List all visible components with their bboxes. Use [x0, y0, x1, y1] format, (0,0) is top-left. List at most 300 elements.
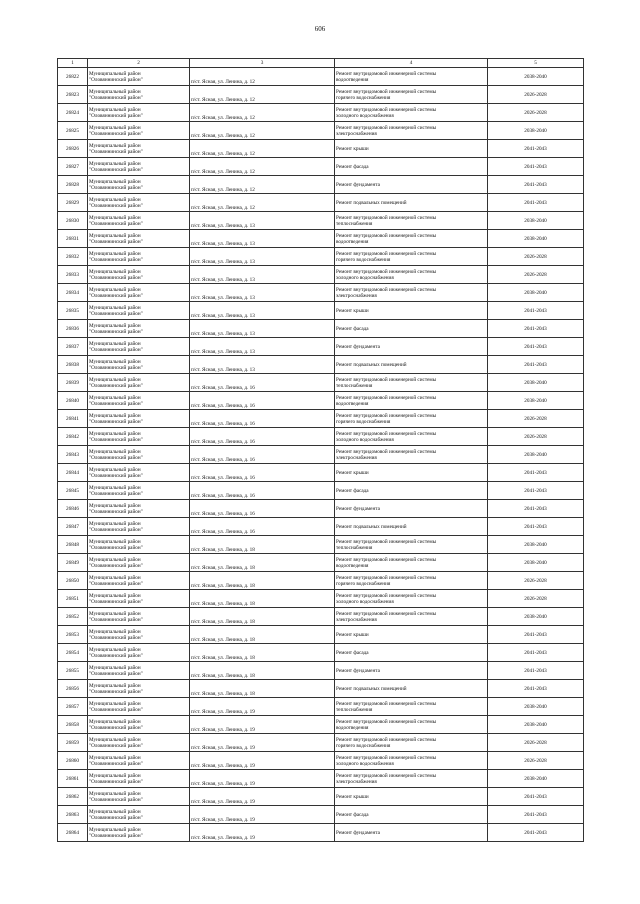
work-type-line-2: холодного водоснабжения — [336, 112, 394, 119]
municipality-line-2: "Оловяннинский район" — [89, 634, 143, 641]
table-row — [58, 446, 584, 464]
work-type-cell — [335, 86, 488, 104]
municipality-line-2: "Оловяннинский район" — [89, 652, 143, 659]
municipality-line-1: Муниципальный район — [89, 106, 141, 113]
municipality-line-1: Муниципальный район — [89, 592, 141, 599]
row-number: 26860 — [58, 752, 88, 770]
work-type-line-1: Ремонт внутридомовой инженерной системы — [336, 736, 437, 743]
work-type-line-1: Ремонт внутридомовой инженерной системы — [336, 772, 437, 779]
work-type-cell — [335, 284, 488, 302]
work-type-cell — [335, 212, 488, 230]
period-cell: 2038-2040 — [488, 212, 584, 230]
work-type-line-1: Ремонт фундамента — [336, 829, 380, 836]
address-cell: п/ст. Ясная, ул. Ленина, д. 18 — [190, 572, 335, 590]
municipality-line-1: Муниципальный район — [89, 358, 141, 365]
work-type-cell — [335, 194, 488, 212]
municipality-line-2: "Оловяннинский район" — [89, 724, 143, 731]
row-number: 26859 — [58, 734, 88, 752]
row-number: 26836 — [58, 320, 88, 338]
work-type-cell — [335, 140, 488, 158]
work-type-cell — [335, 644, 488, 662]
period-cell: 2026-2028 — [488, 104, 584, 122]
work-type-line-1: Ремонт крыши — [336, 793, 369, 800]
work-type-line-1: Ремонт внутридомовой инженерной системы — [336, 556, 437, 563]
municipality-line-1: Муниципальный район — [89, 736, 141, 743]
municipality-cell — [88, 806, 190, 824]
municipality-cell — [88, 500, 190, 518]
row-number: 26844 — [58, 464, 88, 482]
period-cell: 2038-2040 — [488, 374, 584, 392]
work-type-cell — [335, 806, 488, 824]
municipality-line-1: Муниципальный район — [89, 466, 141, 473]
table-row — [58, 194, 584, 212]
row-number: 26864 — [58, 824, 88, 842]
work-type-line-1: Ремонт крыши — [336, 631, 369, 638]
table-row — [58, 266, 584, 284]
work-type-cell — [335, 428, 488, 446]
period-cell: 2026-2028 — [488, 752, 584, 770]
table-row — [58, 212, 584, 230]
municipality-line-1: Муниципальный район — [89, 646, 141, 653]
row-number: 26851 — [58, 590, 88, 608]
municipality-line-2: "Оловяннинский район" — [89, 130, 143, 137]
municipality-cell — [88, 572, 190, 590]
municipality-cell — [88, 446, 190, 464]
municipality-cell — [88, 392, 190, 410]
address-cell: п/ст. Ясная, ул. Ленина, д. 19 — [190, 716, 335, 734]
municipality-cell — [88, 140, 190, 158]
work-type-line-1: Ремонт крыши — [336, 307, 369, 314]
address-cell: п/ст. Ясная, ул. Ленина, д. 18 — [190, 590, 335, 608]
table-row — [58, 410, 584, 428]
address-cell: п/ст. Ясная, ул. Ленина, д. 13 — [190, 284, 335, 302]
municipality-cell — [88, 518, 190, 536]
row-number: 26852 — [58, 608, 88, 626]
municipality-cell — [88, 194, 190, 212]
period-cell: 2041-2043 — [488, 158, 584, 176]
row-number: 26855 — [58, 662, 88, 680]
header-col-3: 3 — [190, 59, 335, 68]
municipality-cell — [88, 86, 190, 104]
municipality-line-2: "Оловяннинский район" — [89, 670, 143, 677]
municipality-line-2: "Оловяннинский район" — [89, 616, 143, 623]
municipality-line-2: "Оловяннинский район" — [89, 796, 143, 803]
table-row — [58, 338, 584, 356]
work-type-line-2: холодного водоснабжения — [336, 436, 394, 443]
period-cell: 2038-2040 — [488, 716, 584, 734]
work-type-line-2: электроснабжения — [336, 616, 377, 623]
header-row — [58, 59, 584, 68]
address-cell: п/ст. Ясная, ул. Ленина, д. 19 — [190, 824, 335, 842]
work-type-line-1: Ремонт внутридомовой инженерной системы — [336, 430, 437, 437]
work-type-line-2: водоотведения — [336, 400, 369, 407]
address-cell: п/ст. Ясная, ул. Ленина, д. 12 — [190, 140, 335, 158]
municipality-cell — [88, 770, 190, 788]
municipality-line-2: "Оловяннинский район" — [89, 256, 143, 263]
work-type-line-2: водоотведения — [336, 76, 369, 83]
municipality-cell — [88, 698, 190, 716]
work-type-cell — [335, 536, 488, 554]
repair-schedule-table — [57, 58, 584, 842]
address-cell: п/ст. Ясная, ул. Ленина, д. 13 — [190, 230, 335, 248]
municipality-line-1: Муниципальный район — [89, 664, 141, 671]
table-row — [58, 536, 584, 554]
municipality-line-1: Муниципальный район — [89, 808, 141, 815]
period-cell: 2041-2043 — [488, 302, 584, 320]
table-row — [58, 320, 584, 338]
municipality-line-1: Муниципальный район — [89, 430, 141, 437]
municipality-cell — [88, 680, 190, 698]
table-row — [58, 230, 584, 248]
municipality-cell — [88, 104, 190, 122]
table-row — [58, 752, 584, 770]
municipality-line-1: Муниципальный район — [89, 412, 141, 419]
table-row — [58, 356, 584, 374]
table-row — [58, 68, 584, 86]
work-type-line-1: Ремонт внутридомовой инженерной системы — [336, 214, 437, 221]
work-type-line-1: Ремонт внутридомовой инженерной системы — [336, 700, 437, 707]
municipality-line-1: Муниципальный район — [89, 394, 141, 401]
work-type-cell — [335, 716, 488, 734]
row-number: 26863 — [58, 806, 88, 824]
table-row — [58, 716, 584, 734]
municipality-line-2: "Оловяннинский район" — [89, 418, 143, 425]
municipality-cell — [88, 788, 190, 806]
municipality-line-1: Муниципальный район — [89, 340, 141, 347]
municipality-line-1: Муниципальный район — [89, 610, 141, 617]
table-row — [58, 86, 584, 104]
address-cell: п/ст. Ясная, ул. Ленина, д. 18 — [190, 680, 335, 698]
table-row — [58, 140, 584, 158]
period-cell: 2038-2040 — [488, 284, 584, 302]
table-row — [58, 428, 584, 446]
municipality-line-1: Муниципальный район — [89, 322, 141, 329]
period-cell: 2038-2040 — [488, 698, 584, 716]
work-type-cell — [335, 446, 488, 464]
municipality-line-1: Муниципальный район — [89, 88, 141, 95]
municipality-line-1: Муниципальный район — [89, 520, 141, 527]
work-type-line-1: Ремонт внутридомовой инженерной системы — [336, 592, 437, 599]
municipality-line-1: Муниципальный район — [89, 142, 141, 149]
work-type-line-1: Ремонт внутридомовой инженерной системы — [336, 754, 437, 761]
address-cell: п/ст. Ясная, ул. Ленина, д. 19 — [190, 788, 335, 806]
table-header — [58, 59, 584, 68]
municipality-cell — [88, 716, 190, 734]
municipality-line-2: "Оловяннинский район" — [89, 688, 143, 695]
period-cell: 2041-2043 — [488, 176, 584, 194]
work-type-line-2: холодного водоснабжения — [336, 760, 394, 767]
period-cell: 2026-2028 — [488, 428, 584, 446]
address-cell: п/ст. Ясная, ул. Ленина, д. 13 — [190, 356, 335, 374]
address-cell: п/ст. Ясная, ул. Ленина, д. 12 — [190, 194, 335, 212]
work-type-line-1: Ремонт фасада — [336, 487, 369, 494]
municipality-cell — [88, 608, 190, 626]
municipality-line-2: "Оловяннинский район" — [89, 832, 143, 839]
table-row — [58, 698, 584, 716]
municipality-line-2: "Оловяннинский район" — [89, 454, 143, 461]
address-cell: п/ст. Ясная, ул. Ленина, д. 18 — [190, 608, 335, 626]
period-cell: 2038-2040 — [488, 392, 584, 410]
municipality-line-2: "Оловяннинский район" — [89, 526, 143, 533]
period-cell: 2041-2043 — [488, 626, 584, 644]
work-type-cell — [335, 104, 488, 122]
municipality-cell — [88, 824, 190, 842]
table-row — [58, 392, 584, 410]
municipality-cell — [88, 734, 190, 752]
address-cell: п/ст. Ясная, ул. Ленина, д. 19 — [190, 752, 335, 770]
table-row — [58, 482, 584, 500]
work-type-cell — [335, 356, 488, 374]
municipality-line-2: "Оловяннинский район" — [89, 508, 143, 515]
table-row — [58, 626, 584, 644]
header-col-4: 4 — [335, 59, 488, 68]
period-cell: 2041-2043 — [488, 806, 584, 824]
row-number: 26829 — [58, 194, 88, 212]
work-type-line-2: теплоснабжения — [336, 220, 373, 227]
period-cell: 2038-2040 — [488, 230, 584, 248]
row-number: 26857 — [58, 698, 88, 716]
period-cell: 2026-2028 — [488, 734, 584, 752]
work-type-line-1: Ремонт фасада — [336, 811, 369, 818]
address-cell: п/ст. Ясная, ул. Ленина, д. 18 — [190, 626, 335, 644]
municipality-line-1: Муниципальный район — [89, 484, 141, 491]
work-type-line-1: Ремонт внутридомовой инженерной системы — [336, 70, 437, 77]
table-body — [58, 68, 584, 842]
municipality-cell — [88, 302, 190, 320]
work-type-cell — [335, 482, 488, 500]
municipality-line-1: Муниципальный район — [89, 250, 141, 257]
municipality-line-1: Муниципальный район — [89, 70, 141, 77]
table-row — [58, 158, 584, 176]
table-row — [58, 554, 584, 572]
row-number: 26846 — [58, 500, 88, 518]
work-type-line-2: горячего водоснабжения — [336, 742, 391, 749]
work-type-line-1: Ремонт внутридомовой инженерной системы — [336, 88, 437, 95]
address-cell: п/ст. Ясная, ул. Ленина, д. 12 — [190, 158, 335, 176]
address-cell: п/ст. Ясная, ул. Ленина, д. 19 — [190, 734, 335, 752]
municipality-line-2: "Оловяннинский район" — [89, 202, 143, 209]
work-type-cell — [335, 374, 488, 392]
row-number: 26828 — [58, 176, 88, 194]
table-row — [58, 500, 584, 518]
municipality-line-2: "Оловяннинский район" — [89, 742, 143, 749]
municipality-line-1: Муниципальный район — [89, 826, 141, 833]
period-cell: 2041-2043 — [488, 680, 584, 698]
row-number: 26850 — [58, 572, 88, 590]
table-row — [58, 806, 584, 824]
municipality-line-2: "Оловяннинский район" — [89, 112, 143, 119]
work-type-cell — [335, 662, 488, 680]
work-type-line-2: теплоснабжения — [336, 544, 373, 551]
row-number: 26843 — [58, 446, 88, 464]
municipality-line-2: "Оловяннинский район" — [89, 238, 143, 245]
row-number: 26833 — [58, 266, 88, 284]
municipality-line-2: "Оловяннинский район" — [89, 814, 143, 821]
work-type-cell — [335, 410, 488, 428]
municipality-line-1: Муниципальный район — [89, 196, 141, 203]
municipality-cell — [88, 410, 190, 428]
address-cell: п/ст. Ясная, ул. Ленина, д. 18 — [190, 644, 335, 662]
work-type-cell — [335, 68, 488, 86]
row-number: 26847 — [58, 518, 88, 536]
address-cell: п/ст. Ясная, ул. Ленина, д. 16 — [190, 518, 335, 536]
row-number: 26854 — [58, 644, 88, 662]
period-cell: 2041-2043 — [488, 518, 584, 536]
table-row — [58, 734, 584, 752]
period-cell: 2041-2043 — [488, 662, 584, 680]
work-type-cell — [335, 158, 488, 176]
table-row — [58, 662, 584, 680]
row-number: 26848 — [58, 536, 88, 554]
municipality-line-1: Муниципальный район — [89, 268, 141, 275]
period-cell: 2041-2043 — [488, 338, 584, 356]
work-type-line-2: электроснабжения — [336, 130, 377, 137]
address-cell: п/ст. Ясная, ул. Ленина, д. 16 — [190, 392, 335, 410]
work-type-line-1: Ремонт крыши — [336, 145, 369, 152]
table-row — [58, 122, 584, 140]
period-cell: 2041-2043 — [488, 320, 584, 338]
table-row — [58, 518, 584, 536]
work-type-line-2: водоотведения — [336, 562, 369, 569]
period-cell: 2026-2028 — [488, 86, 584, 104]
row-number: 26845 — [58, 482, 88, 500]
header-col-2: 2 — [88, 59, 190, 68]
municipality-cell — [88, 554, 190, 572]
period-cell: 2041-2043 — [488, 194, 584, 212]
municipality-line-1: Муниципальный район — [89, 628, 141, 635]
work-type-line-1: Ремонт внутридомовой инженерной системы — [336, 610, 437, 617]
municipality-cell — [88, 482, 190, 500]
period-cell: 2038-2040 — [488, 536, 584, 554]
work-type-line-2: горячего водоснабжения — [336, 418, 391, 425]
municipality-line-2: "Оловяннинский район" — [89, 292, 143, 299]
address-cell: п/ст. Ясная, ул. Ленина, д. 12 — [190, 122, 335, 140]
work-type-cell — [335, 122, 488, 140]
address-cell: п/ст. Ясная, ул. Ленина, д. 12 — [190, 68, 335, 86]
work-type-cell — [335, 248, 488, 266]
row-number: 26830 — [58, 212, 88, 230]
period-cell: 2026-2028 — [488, 572, 584, 590]
period-cell: 2038-2040 — [488, 68, 584, 86]
address-cell: п/ст. Ясная, ул. Ленина, д. 16 — [190, 500, 335, 518]
row-number: 26853 — [58, 626, 88, 644]
work-type-line-2: теплоснабжения — [336, 706, 373, 713]
period-cell: 2038-2040 — [488, 554, 584, 572]
municipality-line-1: Муниципальный район — [89, 772, 141, 779]
municipality-line-2: "Оловяннинский район" — [89, 436, 143, 443]
work-type-line-2: водоотведения — [336, 238, 369, 245]
address-cell: п/ст. Ясная, ул. Ленина, д. 16 — [190, 482, 335, 500]
row-number: 26849 — [58, 554, 88, 572]
address-cell: п/ст. Ясная, ул. Ленина, д. 13 — [190, 338, 335, 356]
row-number: 26839 — [58, 374, 88, 392]
municipality-line-1: Муниципальный район — [89, 718, 141, 725]
work-type-line-1: Ремонт подвальных помещений — [336, 361, 407, 368]
municipality-line-1: Муниципальный район — [89, 556, 141, 563]
work-type-line-1: Ремонт внутридомовой инженерной системы — [336, 124, 437, 131]
work-type-line-1: Ремонт внутридомовой инженерной системы — [336, 412, 437, 419]
period-cell: 2041-2043 — [488, 824, 584, 842]
period-cell: 2026-2028 — [488, 590, 584, 608]
table-row — [58, 572, 584, 590]
header-col-5: 5 — [488, 59, 584, 68]
municipality-line-2: "Оловяннинский район" — [89, 760, 143, 767]
work-type-line-2: водоотведения — [336, 724, 369, 731]
address-cell: п/ст. Ясная, ул. Ленина, д. 12 — [190, 86, 335, 104]
municipality-line-2: "Оловяннинский район" — [89, 346, 143, 353]
work-type-cell — [335, 176, 488, 194]
row-number: 26842 — [58, 428, 88, 446]
work-type-line-2: холодного водоснабжения — [336, 598, 394, 605]
address-cell: п/ст. Ясная, ул. Ленина, д. 18 — [190, 662, 335, 680]
period-cell: 2041-2043 — [488, 482, 584, 500]
municipality-line-2: "Оловяннинский район" — [89, 310, 143, 317]
address-cell: п/ст. Ясная, ул. Ленина, д. 19 — [190, 770, 335, 788]
table-row — [58, 176, 584, 194]
municipality-line-2: "Оловяннинский район" — [89, 364, 143, 371]
municipality-cell — [88, 356, 190, 374]
work-type-line-1: Ремонт подвальных помещений — [336, 523, 407, 530]
municipality-cell — [88, 158, 190, 176]
work-type-line-1: Ремонт фундамента — [336, 181, 380, 188]
work-type-cell — [335, 734, 488, 752]
address-cell: п/ст. Ясная, ул. Ленина, д. 16 — [190, 464, 335, 482]
address-cell: п/ст. Ясная, ул. Ленина, д. 12 — [190, 176, 335, 194]
row-number: 26823 — [58, 86, 88, 104]
work-type-cell — [335, 266, 488, 284]
table-row — [58, 644, 584, 662]
municipality-line-1: Муниципальный район — [89, 124, 141, 131]
work-type-line-1: Ремонт внутридомовой инженерной системы — [336, 448, 437, 455]
row-number: 26826 — [58, 140, 88, 158]
work-type-line-1: Ремонт фасада — [336, 163, 369, 170]
municipality-cell — [88, 122, 190, 140]
work-type-cell — [335, 770, 488, 788]
address-cell: п/ст. Ясная, ул. Ленина, д. 13 — [190, 248, 335, 266]
row-number: 26840 — [58, 392, 88, 410]
municipality-line-2: "Оловяннинский район" — [89, 184, 143, 191]
municipality-cell — [88, 176, 190, 194]
municipality-cell — [88, 68, 190, 86]
municipality-line-2: "Оловяннинский район" — [89, 220, 143, 227]
municipality-line-2: "Оловяннинский район" — [89, 382, 143, 389]
address-cell: п/ст. Ясная, ул. Ленина, д. 16 — [190, 446, 335, 464]
table-row — [58, 680, 584, 698]
municipality-line-2: "Оловяннинский район" — [89, 580, 143, 587]
work-type-line-2: электроснабжения — [336, 778, 377, 785]
municipality-line-1: Муниципальный район — [89, 502, 141, 509]
address-cell: п/ст. Ясная, ул. Ленина, д. 13 — [190, 212, 335, 230]
row-number: 26841 — [58, 410, 88, 428]
page-number: 606 — [314, 25, 326, 33]
municipality-line-1: Муниципальный район — [89, 538, 141, 545]
work-type-line-2: горячего водоснабжения — [336, 256, 391, 263]
municipality-cell — [88, 266, 190, 284]
work-type-cell — [335, 518, 488, 536]
municipality-line-2: "Оловяннинский район" — [89, 166, 143, 173]
municipality-cell — [88, 284, 190, 302]
row-number: 26832 — [58, 248, 88, 266]
row-number: 26858 — [58, 716, 88, 734]
municipality-line-2: "Оловяннинский район" — [89, 400, 143, 407]
table-row — [58, 104, 584, 122]
work-type-cell — [335, 572, 488, 590]
address-cell: п/ст. Ясная, ул. Ленина, д. 19 — [190, 806, 335, 824]
work-type-line-1: Ремонт внутридомовой инженерной системы — [336, 232, 437, 239]
work-type-line-1: Ремонт внутридомовой инженерной системы — [336, 394, 437, 401]
address-cell: п/ст. Ясная, ул. Ленина, д. 13 — [190, 302, 335, 320]
municipality-line-2: "Оловяннинский район" — [89, 94, 143, 101]
